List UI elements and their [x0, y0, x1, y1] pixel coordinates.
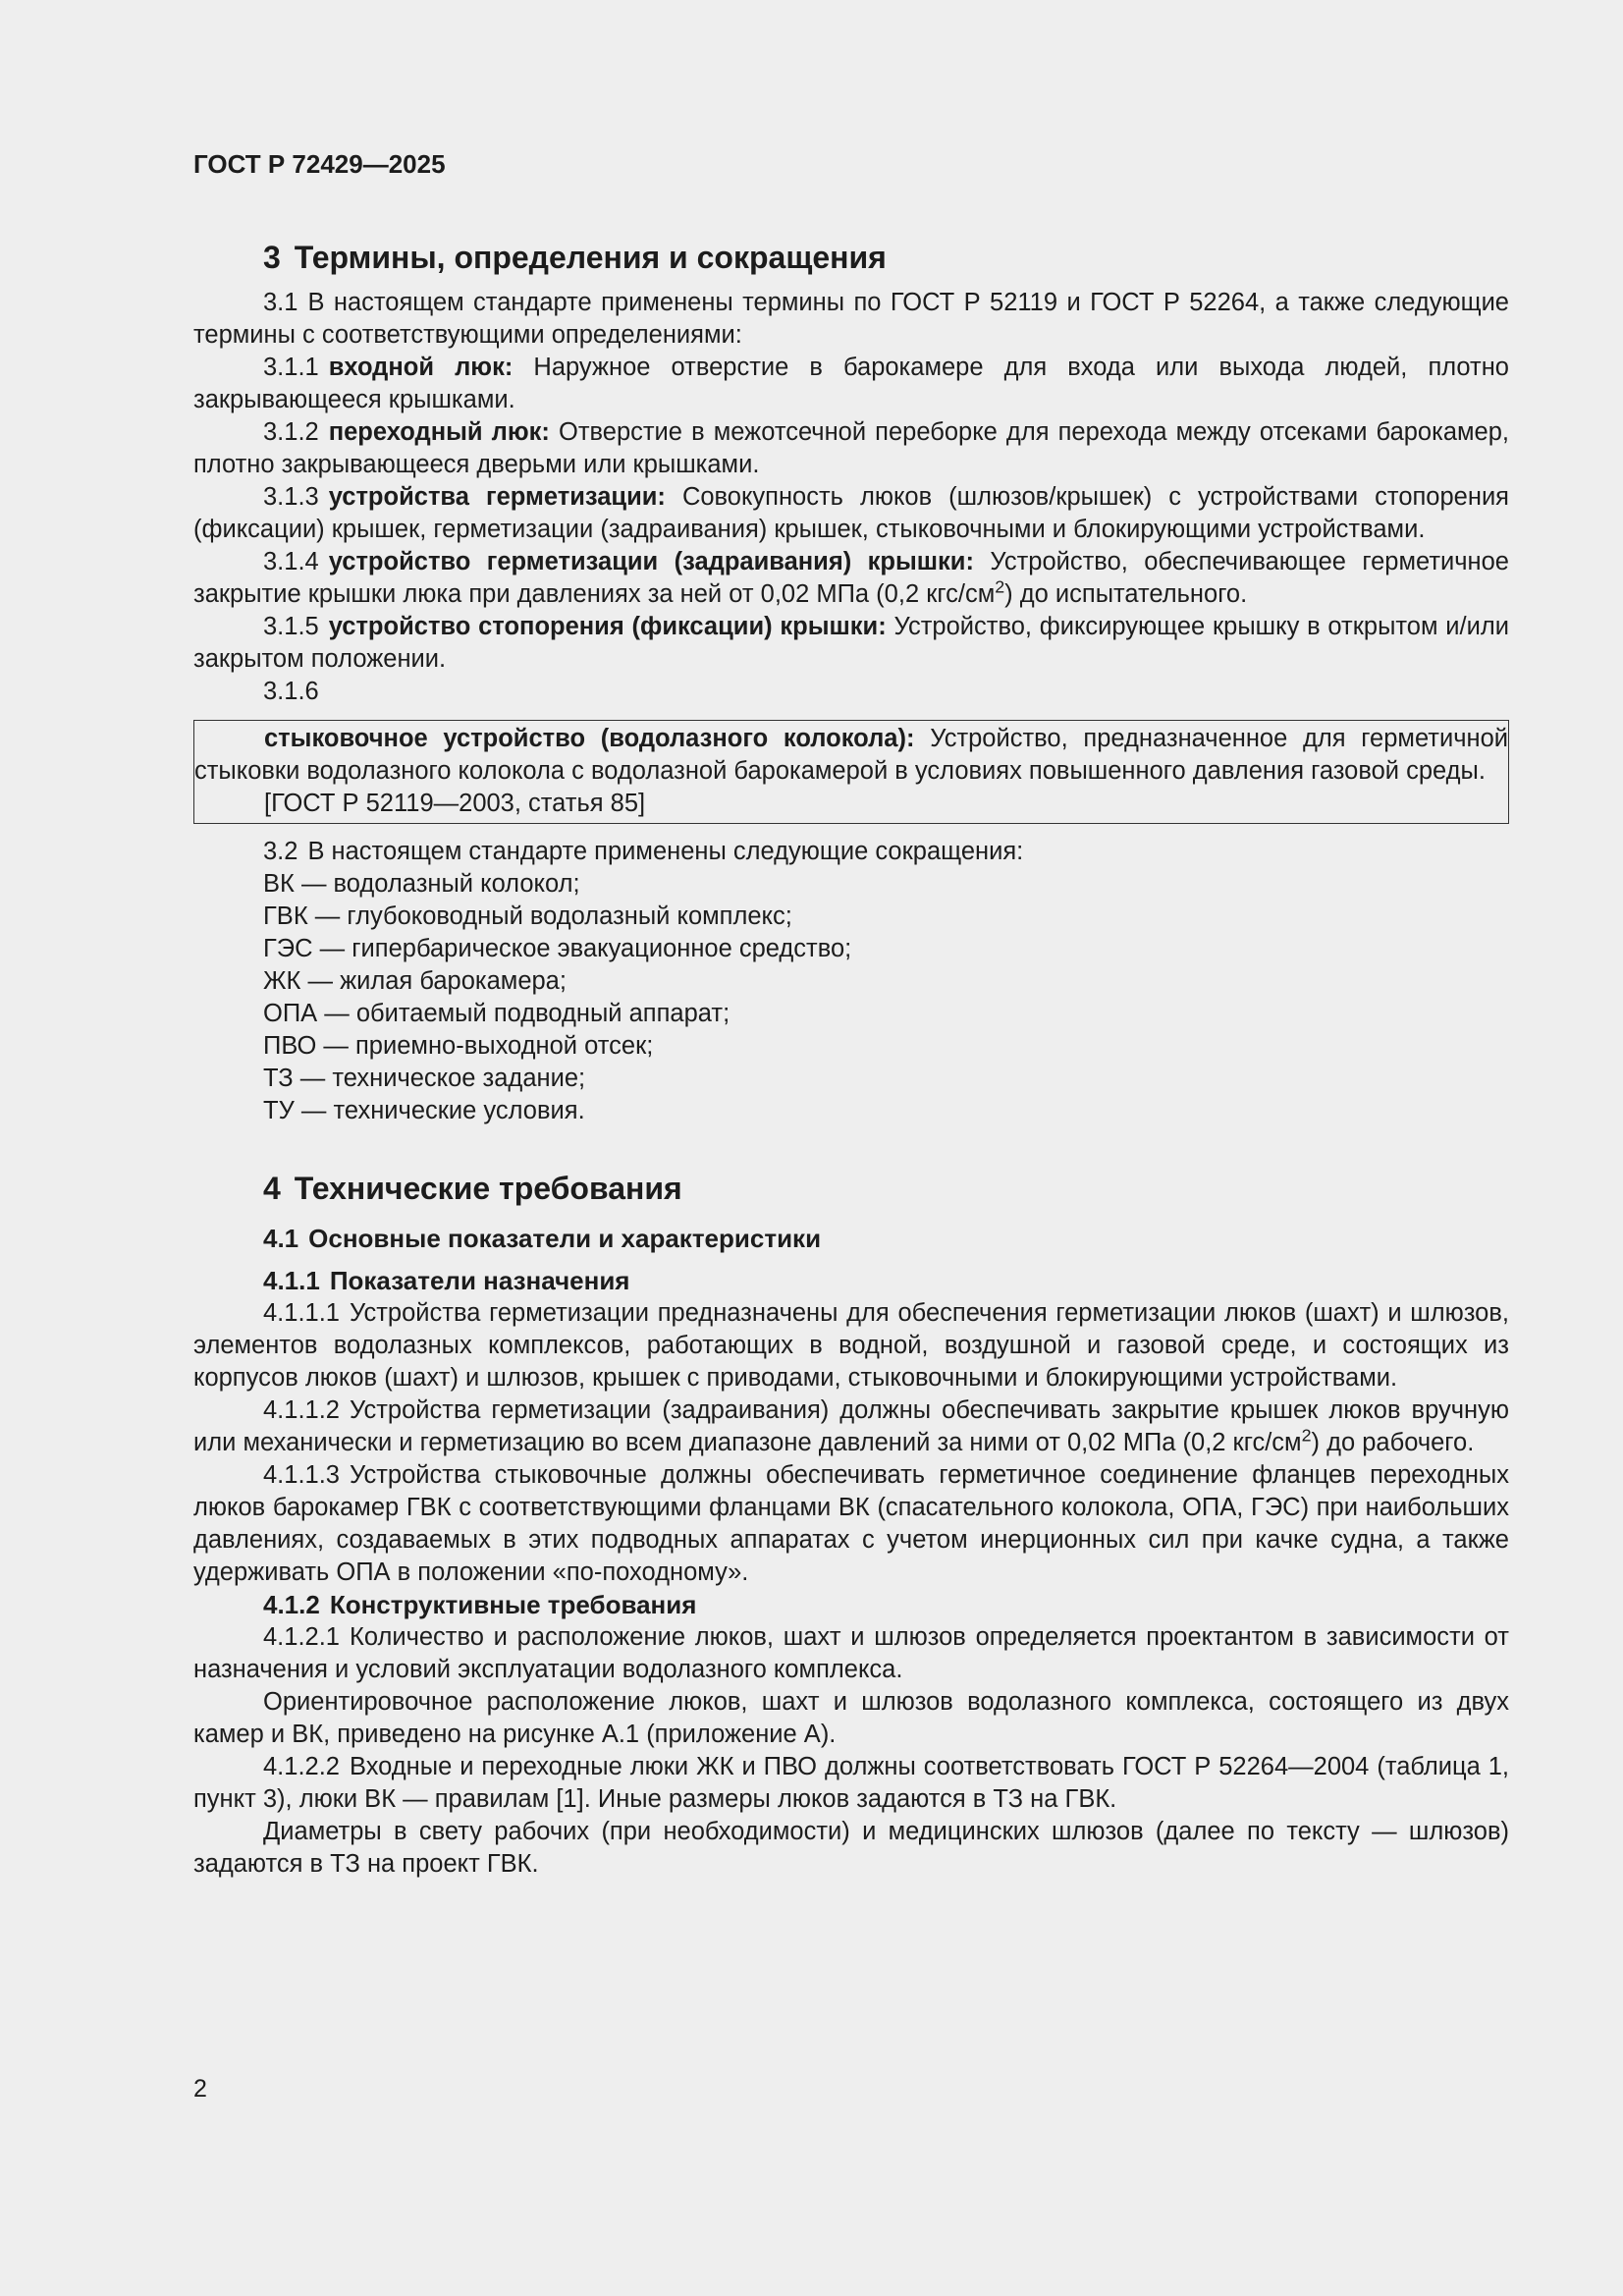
abbreviation-item: ТУ — технические условия.: [263, 1097, 585, 1124]
term-name: устройство герметизации (задраивания) крышки:: [328, 548, 974, 575]
abbreviation-item: ГВК — глубоководный водолазный комплекс;: [263, 902, 792, 930]
document-page: [193, 147, 1509, 1881]
paragraph-4-1-1-3: 4.1.1.3 Устройства стыковочные должны обеспечивать герметичное соединение фланцев переходных люков барокамер ГВК с соответствующими фланцами ВК (спасательного колокола, ОПА, ГЭС) при наибольших давлениях, создаваемых в этих подводных аппаратах с учетом инерционных сил при качке судна, а также удерживать ОПА в положении «по-походному».: [193, 1461, 1509, 1586]
paragraph-4-1-2-2: 4.1.2.2 Входные и переходные люки ЖК и ПВО должны соответствовать ГОСТ Р 52264—2004 (таблица 1, пункт 3), люки ВК — правилам [1]. Иные размеры люков задаются в ТЗ на ГВК.: [193, 1753, 1509, 1813]
quoted-term-box: [193, 720, 1509, 824]
term-definition: Устройство, фиксирующее крышку в открытом и/или закрытом положении.: [193, 613, 1509, 673]
term-definition: Отверстие в межотсечной переборке для перехода между отсеками барокамер, плотно закрывающееся дверьми или крышками.: [193, 418, 1509, 478]
abbreviation-item: ЖК — жилая барокамера;: [263, 967, 567, 995]
section-4-title: Технические требования: [294, 1171, 682, 1206]
subsection-4-1-heading: 4.1 Основные показатели и характеристики: [263, 1224, 822, 1253]
term-name: стыковочное устройство (водолазного колокола):: [264, 725, 915, 752]
superscript: 2: [1301, 1425, 1312, 1446]
document-header: ГОСТ Р 72429—2025: [193, 149, 446, 179]
section-4-number: 4: [263, 1171, 281, 1206]
section-3-heading: [263, 238, 1509, 277]
term-name: переходный люк:: [328, 418, 550, 446]
section-3-title: Термины, определения и сокращения: [294, 240, 887, 275]
term-3-1-5: 3.1.5 устройство стопорения (фиксации) крышки: Устройство, фиксирующее крышку в открытом и/или закрытом положении.: [193, 613, 1509, 673]
term-3-1-2: 3.1.2 переходный люк: Отверстие в межотсечной переборке для перехода между отсеками барокамер, плотно закрывающееся дверьми или крышками.: [193, 418, 1509, 478]
paragraph-4-1-1-1: 4.1.1.1 Устройства герметизации предназначены для обеспечения герметизации люков (шахт) и шлюзов, элементов водолазных комплексов, работающих в водной, воздушной и газовой среде, и состоящих из корпусов люков (шахт) и шлюзов, крышек с приводами, стыковочными и блокирующими устройствами.: [193, 1299, 1509, 1392]
abbreviation-item: ПВО — приемно-выходной отсек;: [263, 1032, 654, 1060]
term-3-1-4: 3.1.4 устройство герметизации (задраивания) крышки: Устройство, обеспечивающее герметичное закрытие крышки люка при давлениях за ней от 0,02 МПа (0,2 кгс/$см^2$) до испытательного.: [193, 548, 1509, 608]
paragraph-4-1-1-2: 4.1.1.2 Устройства герметизации (задраивания) должны обеспечивать закрытие крышек люков вручную или механически и герметизацию во всем диапазоне давлений за ними от 0,02 МПа (0,2 кгс/$см^2$) до рабочего.: [193, 1396, 1509, 1456]
term-definition: Наружное отверстие в барокамере для входа или выхода людей, плотно закрывающееся крышками.: [193, 354, 1509, 413]
paragraph-4-1-2-1-continued: Ориентировочное расположение люков, шахт и шлюзов водолазного комплекса, состоящего из двух камер и ВК, приведено на рисунке А.1 (приложение А).: [193, 1688, 1509, 1748]
term-3-1-6-number: 3.1.6: [263, 678, 319, 705]
term-definition: Устройство, предназначенное для герметичной стыковки водолазного колокола с водолазной барокамерой в условиях повышенного давления газовой среды.: [194, 725, 1508, 785]
page-number: 2: [193, 2075, 207, 2103]
abbreviation-item: ГЭС — гипербарическое эвакуационное средство;: [263, 935, 852, 962]
section-4-heading: [263, 1169, 1509, 1208]
term-name: входной люк:: [328, 354, 514, 381]
term-name: устройство стопорения (фиксации) крышки:: [328, 613, 887, 640]
paragraph-4-1-2-2-continued: Диаметры в свету рабочих (при необходимости) и медицинских шлюзов (далее по тексту — шлюзов) задаются в ТЗ на проект ГВК.: [193, 1818, 1509, 1878]
term-source: [ГОСТ Р 52119—2003, статья 85]: [264, 790, 646, 817]
paragraph-3-1: 3.1 В настоящем стандарте применены термины по ГОСТ Р 52119 и ГОСТ Р 52264, а также следующие термины с соответствующими определениями:: [193, 289, 1509, 349]
term-definition: Устройство, обеспечивающее герметичное закрытие крышки люка при давлениях за ней от 0,02 МПа (0,2 кгс/см: [193, 548, 1509, 608]
abbreviation-item: ВК — водолазный колокол;: [263, 870, 580, 898]
subsection-4-1-1-heading: 4.1.1 Показатели назначения: [263, 1266, 630, 1295]
superscript: 2: [995, 576, 1005, 597]
term-3-1-1: 3.1.1 входной люк: Наружное отверстие в барокамере для входа или выхода людей, плотно закрывающееся крышками.: [193, 354, 1509, 413]
subsection-4-1-2-heading: 4.1.2 Конструктивные требования: [263, 1590, 697, 1619]
abbreviation-item: ОПА — обитаемый подводный аппарат;: [263, 1000, 730, 1027]
term-3-1-3: 3.1.3 устройства герметизации: Совокупность люков (шлюзов/крышек) с устройствами стопорения (фиксации) крышек, герметизации (задраивания) крышек, стыковочными и блокирующими устройствами.: [193, 483, 1509, 543]
section-3-number: 3: [263, 240, 281, 275]
paragraph-3-2: 3.2 В настоящем стандарте применены следующие сокращения:: [263, 838, 1024, 865]
term-definition: Совокупность люков (шлюзов/крышек) с устройствами стопорения (фиксации) крышек, герметизации (задраивания) крышек, стыковочными и блокирующими устройствами.: [193, 483, 1509, 543]
abbreviation-item: ТЗ — техническое задание;: [263, 1065, 586, 1092]
abbreviations-list: [193, 868, 1509, 1127]
paragraph-4-1-2-1: 4.1.2.1 Количество и расположение люков, шахт и шлюзов определяется проектантом в зависимости от назначения и условий эксплуатации водолазного комплекса.: [193, 1623, 1509, 1683]
term-3-1-6: [194, 723, 1508, 788]
term-name: устройства герметизации:: [328, 483, 666, 511]
